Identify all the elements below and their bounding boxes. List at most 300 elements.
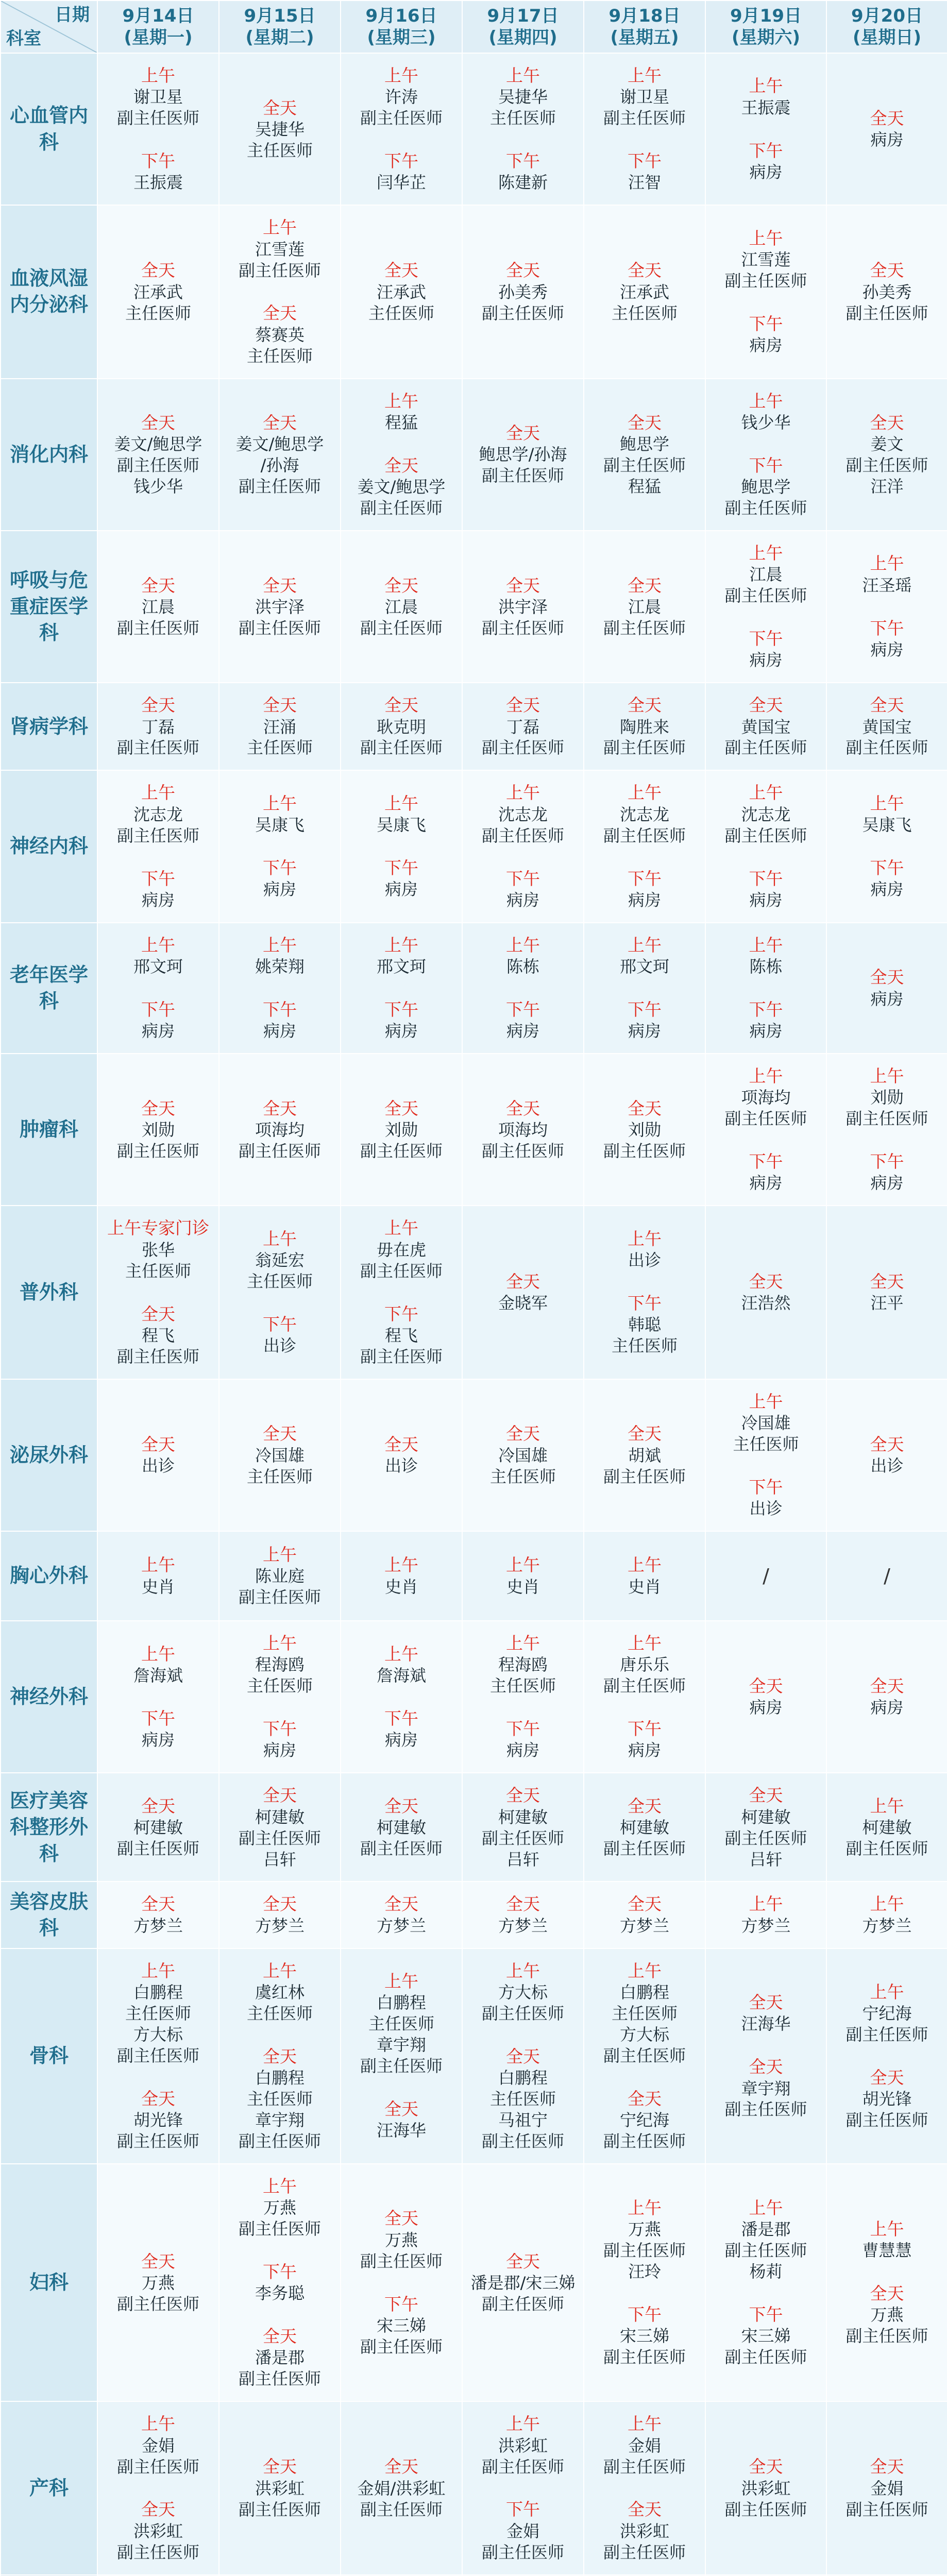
shift-entry	[586, 868, 703, 911]
shift-entry	[465, 150, 581, 193]
schedule-cell	[341, 205, 462, 378]
shift-entry	[586, 1960, 703, 2066]
doctor-line: 副主任医师	[724, 1109, 807, 1129]
shift-label: 上午	[628, 1633, 662, 1654]
shift-entry	[100, 1303, 216, 1367]
doctor-line: 出诊	[749, 1499, 783, 1519]
shift-entry	[829, 1893, 945, 1936]
day-weekday: (星期四)	[488, 27, 557, 48]
shift-label: 全天	[384, 260, 418, 281]
doctor-line: 宋三娣	[376, 2315, 426, 2335]
doctor-line: 鲍思学	[741, 477, 791, 497]
shift-label: 上午	[384, 1971, 418, 1992]
schedule-cell	[341, 53, 462, 205]
shift-entry	[100, 575, 216, 639]
shift-label: 下午	[141, 151, 175, 172]
shift-label: 上午	[384, 1643, 418, 1664]
day-weekday: (星期日)	[852, 27, 922, 48]
doctor-line: 病房	[749, 1021, 783, 1041]
shift-entry	[100, 1795, 216, 1859]
shift-entry	[343, 1795, 460, 1859]
schedule-cell	[462, 2164, 584, 2401]
doctor-line: 万燕	[141, 2273, 175, 2293]
shift-entry	[343, 793, 460, 836]
shift-entry	[465, 1785, 581, 1870]
doctor-line: 陈业庭	[255, 1566, 305, 1586]
shift-entry	[465, 782, 581, 846]
shift-label: 上午	[506, 783, 540, 803]
department-name: 妇科	[1, 2164, 97, 2401]
doctor-line: 江晨	[749, 565, 783, 585]
shift-entry	[829, 793, 945, 836]
shift-entry	[222, 1544, 338, 1608]
doctor-line: 项海均	[255, 1120, 305, 1140]
doctor-line: 汪洋	[870, 476, 904, 496]
schedule-cell	[826, 1773, 947, 1882]
shift-label: 上午	[141, 1960, 175, 1981]
doctor-line: 副主任医师	[845, 738, 928, 758]
shift-entry	[829, 1675, 945, 1718]
schedule-cell	[705, 1621, 826, 1773]
schedule-cell	[97, 770, 219, 922]
schedule-cell	[584, 1882, 705, 1948]
doctor-line: 副主任医师	[360, 1261, 443, 1281]
doctor-line: 程海鸥	[255, 1655, 305, 1675]
department-name: 普外科	[1, 1206, 97, 1379]
shift-label: 上午	[749, 935, 783, 955]
doctor-line: 病房	[263, 879, 296, 900]
day-date: 9月19日	[730, 5, 802, 26]
shift-label: 上午	[870, 1795, 904, 1816]
shift-label: 上午	[628, 1555, 662, 1575]
shift-entry	[586, 1554, 703, 1597]
doctor-line: 主任医师	[489, 2089, 556, 2109]
doctor-line: 主任医师	[611, 303, 678, 323]
shift-label: 上午	[263, 2176, 297, 2196]
doctor-line: 副主任医师	[360, 618, 443, 638]
shift-label: 全天	[384, 2456, 418, 2477]
shift-label: 上午	[749, 391, 783, 411]
shift-label: 下午	[749, 868, 783, 889]
doctor-line: 副主任医师	[116, 1839, 199, 1859]
doctor-line: 汪平	[870, 1293, 904, 1313]
shift-label: 全天	[384, 1434, 418, 1454]
shift-label: 下午	[749, 1151, 783, 1172]
shift-entry	[100, 1893, 216, 1936]
shift-label: 全天	[141, 2251, 175, 2272]
doctor-line: 方梦兰	[133, 1916, 183, 1936]
day-weekday: (星期六)	[731, 27, 801, 48]
schedule-cell	[219, 1948, 341, 2164]
shift-entry	[708, 2056, 824, 2120]
schedule-cell	[705, 205, 826, 378]
day-date: 9月18日	[608, 5, 681, 26]
doctor-line: 史肖	[384, 1577, 418, 1597]
schedule-cell	[826, 531, 947, 683]
shift-entry	[222, 935, 338, 977]
doctor-line: 副主任医师	[481, 2456, 564, 2477]
department-row	[1, 53, 947, 205]
department-row	[1, 683, 947, 770]
doctor-line: 病房	[749, 890, 783, 910]
shift-entry	[708, 1391, 824, 1455]
schedule-cell	[341, 1773, 462, 1882]
shift-label: 全天	[628, 260, 662, 281]
schedule-cell	[705, 2401, 826, 2574]
doctor-line: 万燕	[870, 2305, 904, 2325]
doctor-line: 江晨	[141, 597, 175, 617]
shift-label: 上午	[628, 935, 662, 955]
shift-label: 上午	[870, 1894, 904, 1914]
shift-entry	[100, 260, 216, 324]
doctor-line: 柯建敏	[255, 1807, 305, 1827]
shift-entry	[343, 935, 460, 977]
doctor-line: 副主任医师	[116, 2294, 199, 2314]
shift-entry	[100, 935, 216, 977]
shift-label: 上午	[749, 1066, 783, 1087]
schedule-cell	[219, 683, 341, 770]
shift-entry	[222, 2261, 338, 2304]
schedule-cell	[462, 1531, 584, 1621]
schedule-cell	[826, 770, 947, 922]
doctor-line: 方梦兰	[255, 1916, 305, 1936]
doctor-line: 方梦兰	[619, 1916, 669, 1936]
schedule-cell	[462, 1948, 584, 2164]
shift-label: 上午专家门诊	[107, 1218, 209, 1239]
doctor-line: 方大标	[133, 2024, 183, 2044]
doctor-line: 病房	[749, 650, 783, 670]
doctor-line: 刘勋	[628, 1120, 661, 1140]
doctor-line: 陈建新	[498, 173, 548, 193]
schedule-cell	[341, 531, 462, 683]
doctor-line: 副主任医师	[360, 2499, 443, 2519]
shift-label: 全天	[141, 2088, 175, 2109]
schedule-cell	[219, 2164, 341, 2401]
doctor-line: 副主任医师	[845, 2499, 928, 2519]
doctor-line: 冷国雄	[255, 1445, 305, 1465]
doctor-line: 柯建敏	[619, 1818, 669, 1838]
doctor-line: 陶胜来	[619, 717, 669, 737]
shift-entry	[708, 1477, 824, 1519]
shift-label: 全天	[141, 1098, 175, 1118]
doctor-line: 潘是郡/宋三娣	[470, 2273, 576, 2293]
doctor-line: 副主任医师	[481, 2003, 564, 2023]
shift-entry	[343, 575, 460, 639]
shift-entry	[222, 694, 338, 758]
schedule-cell	[705, 1948, 826, 2164]
doctor-line: 主任医师	[489, 1466, 556, 1486]
shift-entry	[343, 260, 460, 324]
shift-label: 上午	[870, 1981, 904, 2002]
doctor-line: 副主任医师	[116, 108, 199, 128]
department-row	[1, 1379, 947, 1531]
doctor-line: 洪彩虹	[133, 2521, 183, 2541]
shift-label: 全天	[506, 260, 540, 281]
doctor-line: 汪圣瑶	[862, 575, 912, 595]
doctor-line: 副主任医师	[845, 2024, 928, 2044]
shift-entry	[708, 228, 824, 292]
doctor-line: 主任医师	[246, 2089, 313, 2109]
doctor-line: 副主任医师	[603, 2542, 686, 2562]
schedule-cell	[705, 53, 826, 205]
doctor-line: 病房	[870, 989, 904, 1009]
doctor-line: 宁纪海	[619, 2110, 669, 2130]
schedule-cell	[826, 1531, 947, 1621]
schedule-cell	[705, 683, 826, 770]
doctor-line: 副主任医师	[238, 2131, 321, 2151]
department-row	[1, 1054, 947, 1206]
doctor-line: 陈栋	[749, 956, 783, 976]
doctor-line: 许涛	[384, 87, 418, 107]
schedule-cell	[219, 1773, 341, 1882]
schedule-cell	[705, 1054, 826, 1206]
shift-entry	[343, 2098, 460, 2141]
shift-entry	[829, 618, 945, 660]
shift-label: 全天	[384, 1795, 418, 1816]
schedule-cell	[826, 2164, 947, 2401]
shift-label: 全天	[506, 1271, 540, 1292]
doctor-line: 病房	[628, 890, 661, 910]
doctor-line: 史肖	[628, 1577, 661, 1597]
doctor-line: 副主任医师	[603, 2045, 686, 2065]
doctor-line: 副主任医师	[603, 2347, 686, 2367]
shift-entry	[343, 999, 460, 1042]
shift-entry	[586, 1893, 703, 1936]
shift-label: 上午	[384, 1218, 418, 1239]
day-weekday: (星期五)	[610, 27, 679, 48]
doctor-line: 江晨	[384, 597, 418, 617]
shift-label: 下午	[749, 629, 783, 649]
shift-entry	[343, 694, 460, 758]
doctor-line: 程猛	[628, 476, 661, 496]
schedule-cell	[462, 1882, 584, 1948]
doctor-line: 病房	[506, 1021, 539, 1041]
schedule-cell	[97, 923, 219, 1054]
shift-label: 全天	[141, 695, 175, 716]
doctor-line: 白鹏程	[376, 1993, 426, 2013]
doctor-line: 副主任医师	[603, 2241, 686, 2261]
doctor-line: 主任医师	[246, 140, 313, 160]
shift-label: 下午	[141, 1708, 175, 1728]
shift-entry	[222, 857, 338, 900]
day-header	[219, 1, 341, 53]
department-name: 血液风湿内分泌科	[1, 205, 97, 378]
shift-label: 下午	[870, 1151, 904, 1172]
schedule-cell	[705, 1773, 826, 1882]
shift-label: 上午	[384, 391, 418, 411]
shift-entry	[100, 1098, 216, 1162]
doctor-line: 钱少华	[741, 412, 791, 432]
shift-entry	[343, 857, 460, 900]
schedule-cell	[826, 1379, 947, 1531]
department-row	[1, 1206, 947, 1379]
schedule-cell	[705, 923, 826, 1054]
shift-entry	[100, 1643, 216, 1686]
shift-label: 上午	[506, 1633, 540, 1654]
shift-entry	[465, 2251, 581, 2315]
shift-label: 下午	[628, 2304, 662, 2325]
department-name: 医疗美容科整形外科	[1, 1773, 97, 1882]
shift-entry	[222, 302, 338, 366]
shift-label: 全天	[263, 1894, 297, 1914]
shift-entry	[465, 935, 581, 977]
doctor-line: 宁纪海	[862, 2003, 912, 2023]
shift-label: 全天	[870, 1271, 904, 1292]
shift-entry	[100, 1960, 216, 2066]
shift-entry	[829, 2283, 945, 2347]
shift-entry	[343, 1217, 460, 1281]
no-clinic-mark: /	[884, 1565, 890, 1588]
schedule-cell	[705, 379, 826, 531]
doctor-line: 副主任医师	[845, 2326, 928, 2346]
doctor-line: 副主任医师	[724, 586, 807, 606]
doctor-line: 詹海斌	[133, 1665, 183, 1685]
day-weekday: (星期二)	[245, 27, 314, 48]
doctor-line: 冷国雄	[741, 1413, 791, 1433]
shift-entry	[343, 65, 460, 129]
schedule-cell	[219, 205, 341, 378]
doctor-line: 邢文珂	[376, 956, 426, 976]
department-name: 肿瘤科	[1, 1054, 97, 1206]
schedule-cell	[826, 1054, 947, 1206]
doctor-line: 副主任医师	[116, 618, 199, 638]
schedule-cell	[462, 770, 584, 922]
day-date: 9月15日	[244, 5, 316, 26]
shift-entry	[708, 2456, 824, 2520]
shift-entry	[343, 2208, 460, 2272]
doctor-line: 副主任医师	[238, 618, 321, 638]
shift-entry	[586, 1633, 703, 1697]
doctor-line: 黄国宝	[741, 717, 791, 737]
schedule-cell	[219, 1621, 341, 1773]
shift-label: 全天	[141, 412, 175, 433]
shift-label: 上午	[384, 793, 418, 814]
doctor-line: 主任医师	[246, 1466, 313, 1486]
doctor-line: 方大标	[619, 2024, 669, 2044]
doctor-line: 吴康飞	[862, 815, 912, 835]
shift-label: 上午	[870, 553, 904, 574]
doctor-line: 洪彩虹	[255, 2478, 305, 2498]
doctor-line: 洪彩虹	[498, 2435, 548, 2455]
doctor-line: 出诊	[384, 1456, 418, 1476]
doctor-line: 柯建敏	[376, 1818, 426, 1838]
shift-entry	[222, 2176, 338, 2240]
doctor-line: 副主任医师	[360, 738, 443, 758]
doctor-line: 闫华芷	[376, 173, 426, 193]
shift-label: 下午	[141, 868, 175, 889]
shift-label: 全天	[870, 2283, 904, 2304]
doctor-line: 病房	[870, 130, 904, 150]
schedule-cell	[97, 1206, 219, 1379]
shift-label: 上午	[749, 1894, 783, 1914]
doctor-line: 程猛	[384, 412, 418, 432]
schedule-cell	[97, 1379, 219, 1531]
doctor-line: 副主任医师	[845, 1109, 928, 1129]
doctor-line: 副主任医师	[481, 2294, 564, 2314]
shift-label: 下午	[384, 999, 418, 1020]
doctor-line: 副主任医师	[481, 1828, 564, 1848]
shift-entry	[222, 2456, 338, 2520]
shift-entry	[708, 782, 824, 846]
shift-entry	[465, 1633, 581, 1697]
doctor-line: 虞红林	[255, 1982, 305, 2002]
shift-label: 上午	[263, 793, 297, 814]
shift-label: 上午	[870, 793, 904, 814]
schedule-cell	[341, 1531, 462, 1621]
doctor-line: 刘勋	[141, 1120, 175, 1140]
shift-entry	[586, 65, 703, 129]
shift-label: 上午	[628, 2414, 662, 2434]
schedule-cell	[826, 205, 947, 378]
schedule-cell	[97, 2401, 219, 2574]
shift-entry	[586, 1718, 703, 1761]
doctor-line: 副主任医师	[481, 618, 564, 638]
shift-entry	[708, 1785, 824, 1870]
shift-entry	[343, 2456, 460, 2520]
shift-label: 上午	[141, 1555, 175, 1575]
day-header	[341, 1, 462, 53]
shift-entry	[829, 1065, 945, 1129]
doctor-line: 韩聪	[628, 1315, 661, 1335]
shift-label: 下午	[749, 999, 783, 1020]
doctor-line: 鲍思学/孙海	[479, 445, 567, 465]
shift-label: 全天	[628, 412, 662, 433]
shift-label: 上午	[749, 228, 783, 248]
doctor-line: 副主任医师	[116, 2542, 199, 2562]
schedule-cell	[705, 1379, 826, 1531]
doctor-line: 副主任医师	[238, 476, 321, 496]
shift-label: 全天	[870, 260, 904, 281]
doctor-line: 金娟	[628, 2435, 661, 2455]
doctor-line: 章宇翔	[741, 2078, 791, 2098]
shift-label: 下午	[749, 140, 783, 161]
shift-entry	[708, 935, 824, 977]
shift-label: 全天	[384, 2208, 418, 2229]
schedule-cell	[584, 2401, 705, 2574]
schedule-cell	[341, 2164, 462, 2401]
header-corner	[1, 1, 97, 53]
shift-label: 上午	[263, 935, 297, 955]
department-row	[1, 1531, 947, 1621]
shift-label: 全天	[263, 1785, 297, 1806]
shift-label: 全天	[628, 1894, 662, 1914]
shift-label: 上午	[506, 1960, 540, 1981]
shift-label: 全天	[749, 1992, 783, 2013]
doctor-line: 胡光锋	[862, 2089, 912, 2109]
shift-label: 上午	[628, 783, 662, 803]
shift-entry	[465, 1423, 581, 1487]
schedule-cell	[826, 683, 947, 770]
doctor-line: 副主任医师	[481, 303, 564, 323]
doctor-line: 副主任医师	[603, 825, 686, 845]
doctor-line: 金娟	[141, 2435, 175, 2455]
doctor-line: 鲍思学	[619, 434, 669, 454]
doctor-line: 副主任医师	[481, 1141, 564, 1161]
doctor-line: 万燕	[628, 2219, 661, 2240]
doctor-line: 程飞	[384, 1325, 418, 1345]
shift-entry	[708, 1271, 824, 1314]
schedule-cell	[826, 1948, 947, 2164]
department-name: 呼吸与危重症医学科	[1, 531, 97, 683]
shift-label: 下午	[749, 2304, 783, 2325]
shift-entry	[586, 1228, 703, 1271]
doctor-line: 副主任医师	[360, 108, 443, 128]
schedule-cell	[826, 1206, 947, 1379]
schedule-cell	[97, 205, 219, 378]
schedule-cell	[584, 2164, 705, 2401]
doctor-line: 万燕	[263, 2198, 296, 2218]
doctor-line: 吴捷华	[255, 119, 305, 139]
